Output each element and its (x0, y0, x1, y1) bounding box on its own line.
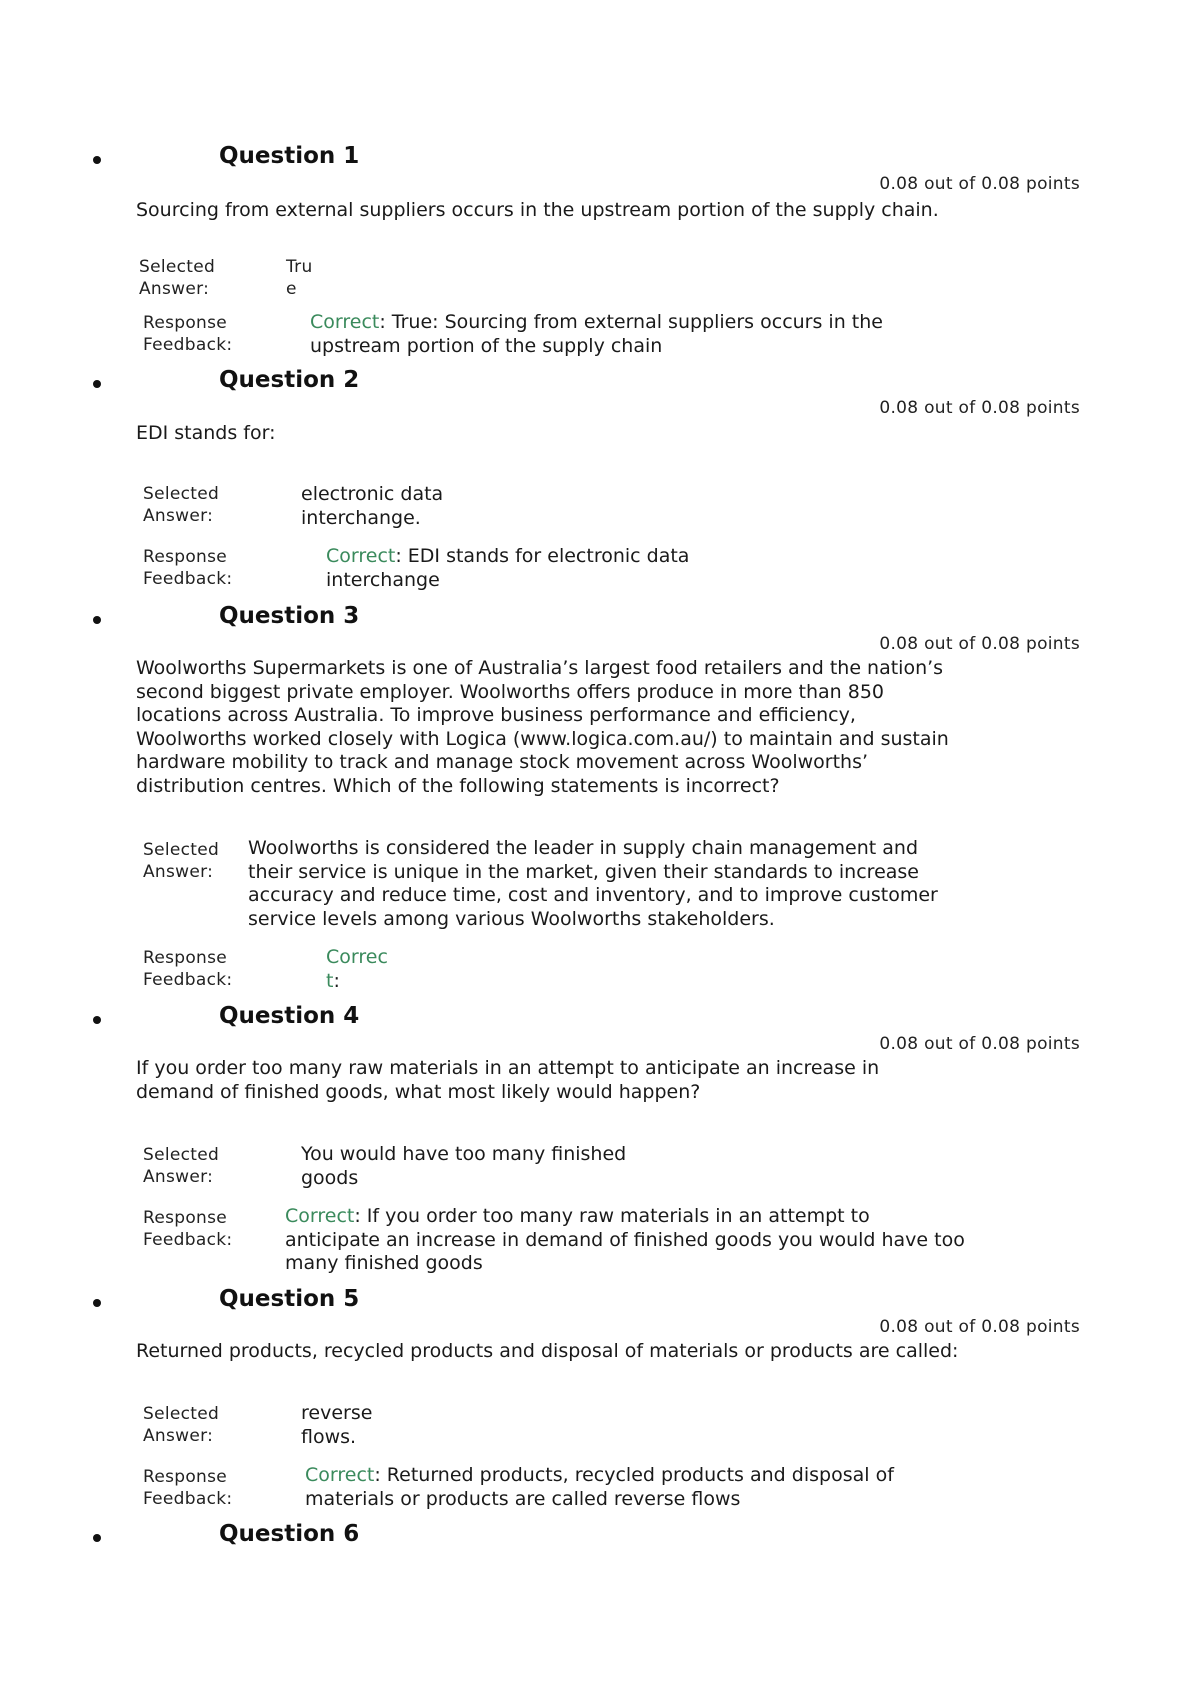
selected-answer-value: reverse flows. (301, 1402, 373, 1448)
question-text: Returned products, recycled products and disposal of materials or products are called: (136, 1340, 959, 1362)
list-bullet (93, 380, 101, 388)
selected-answer-label: Selected Answer: (143, 1404, 220, 1446)
correct-badge: Correct (305, 1464, 375, 1486)
question-title: Question 2 (219, 367, 360, 393)
points-score: 0.08 out of 0.08 points (879, 1034, 1080, 1054)
question-title: Question 1 (219, 143, 360, 169)
question-title: Question 5 (219, 1286, 360, 1312)
selected-answer-value: Tru e (286, 257, 313, 299)
list-bullet (93, 1016, 101, 1024)
question-text: Woolworths Supermarkets is one of Australia’s largest food retailers and the nation’s second biggest private employer. Woolworths offers produce in more than 850 locations across Australia. To improve business performance and efficiency, Woolworths worked closely with Logica (www.logica.com.au/) to maintain and sustain hardware mobility to track and manage stock movement across Woolworths’ distribution centres. Which of the following statements is incorrect? (136, 657, 949, 797)
response-feedback-text: Correc t: (326, 946, 388, 992)
points-score: 0.08 out of 0.08 points (879, 398, 1080, 418)
selected-answer-label: Selected Answer: (143, 484, 220, 526)
question-text: Sourcing from external suppliers occurs in the upstream portion of the supply chain. (136, 199, 939, 221)
question-text: If you order too many raw materials in an attempt to anticipate an increase in demand of finished goods, what most likely would happen? (136, 1057, 880, 1103)
response-feedback-text: Correct: If you order too many raw materials in an attempt to anticipate an increase in demand of finished goods you would have too many finished goods (285, 1205, 965, 1274)
correct-badge: Correct (310, 311, 380, 333)
response-feedback-label: Response Feedback: (143, 313, 233, 355)
question-title: Question 4 (219, 1003, 360, 1029)
response-feedback-label: Response Feedback: (143, 1208, 233, 1250)
response-feedback-text: Correct: True: Sourcing from external suppliers occurs in the upstream portion of the supply chain (310, 311, 883, 357)
response-feedback-label: Response Feedback: (143, 948, 233, 990)
question-title: Question 6 (219, 1521, 360, 1547)
correct-badge: Correct (326, 545, 396, 567)
list-bullet (93, 1534, 101, 1542)
response-feedback-label: Response Feedback: (143, 547, 233, 589)
question-title: Question 3 (219, 603, 360, 629)
correct-badge: Correc (326, 946, 388, 968)
list-bullet (93, 616, 101, 624)
response-feedback-text: Correct: EDI stands for electronic data interchange (326, 545, 690, 591)
list-bullet (93, 156, 101, 164)
list-bullet (93, 1299, 101, 1307)
selected-answer-value: You would have too many finished goods (301, 1143, 627, 1189)
correct-badge: Correct (285, 1205, 355, 1227)
selected-answer-label: Selected Answer: (143, 1145, 220, 1187)
response-feedback-text: Correct: Returned products, recycled products and disposal of materials or products are called reverse flows (305, 1464, 894, 1510)
points-score: 0.08 out of 0.08 points (879, 634, 1080, 654)
question-text: EDI stands for: (136, 422, 276, 444)
selected-answer-label: Selected Answer: (139, 257, 216, 299)
points-score: 0.08 out of 0.08 points (879, 174, 1080, 194)
selected-answer-value: Woolworths is considered the leader in supply chain management and their service is unique in the market, given their standards to increase accuracy and reduce time, cost and inventory, and to improve customer service levels among various Woolworths stakeholders. (248, 837, 938, 930)
selected-answer-value: electronic data interchange. (301, 483, 444, 529)
selected-answer-label: Selected Answer: (143, 840, 220, 882)
points-score: 0.08 out of 0.08 points (879, 1317, 1080, 1337)
response-feedback-label: Response Feedback: (143, 1467, 233, 1509)
